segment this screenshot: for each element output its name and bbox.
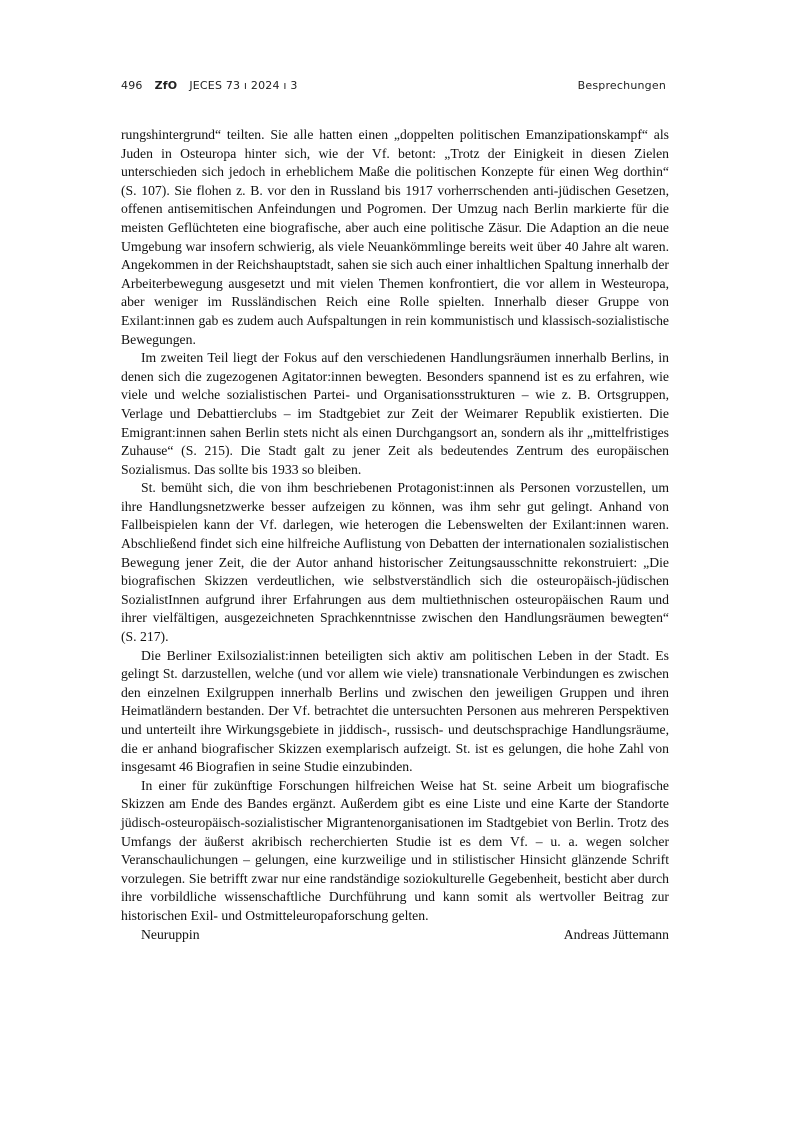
signoff-place: Neuruppin	[141, 926, 200, 942]
paragraph-2: Im zweiten Teil liegt der Fokus auf den verschiedenen Handlungsräumen innerhalb Berlins, in denen sich die zugezogenen Agitator:innen bewegten. Besonders spannend ist es zu erfahren, wie viele und welche sozialistischen Partei- und Organisationsstrukturen – wie z. B. Ortsgruppen, Verlage und Debattierclubs – im Stadtgebiet zur Zeit der Weimarer Republik existierten. Die Emigrant:innen sahen Berlin stets nicht als einen Durchgangsort an, sondern als ihr „mittelfristiges Zuhause“ (S. 215). Die Stadt galt zu jener Zeit als bedeutendes Zentrum des europäischen Sozialismus. Das sollte bis 1933 so bleiben.	[121, 350, 669, 477]
section-title: Besprechungen	[577, 78, 666, 92]
running-head-left	[121, 79, 298, 92]
paragraph-5: In einer für zukünftige Forschungen hilfreichen Weise hat St. seine Arbeit um biografische Skizzen am Ende des Bandes ergänzt. Außerdem gibt es eine Liste und eine Karte der Standorte jüdisch-osteuropäisch-sozialistischer Migrantenorganisationen im Stadtgebiet von Berlin. Trotz des Umfangs der äußerst akribisch recherchierten Studie ist es dem Vf. – u. a. wegen solcher Veranschaulichungen – gelungen, eine kurzweilige und in stilistischer Hinsicht glänzende Schrift vorzulegen. Sie betrifft zwar nur eine randständige soziokulturelle Gegebenheit, besticht aber durch ihre vorbildliche wissenschaftliche Durchführung und kann somit als wertvoller Beitrag zur historischen Exil- und Ostmitteleuropaforschung gelten.	[121, 777, 669, 923]
running-head	[121, 75, 666, 95]
review-body	[121, 126, 669, 944]
signoff	[121, 926, 669, 945]
paragraph-1: rungshintergrund“ teilten. Sie alle hatten einen „doppelten politischen Emanzipationskampf“ als Juden in Osteuropa hinter sich, wie der Vf. betont: „Trotz der Einigkeit in diesen Zielen unterschieden sich jedoch in erheblichem Maße die politischen Konzepte für einen Weg dorthin“ (S. 107). Sie flohen z. B. vor den in Russland bis 1917 vorherrschenden anti-jüdischen Gesetzen, offenen antisemitischen Anfeindungen und Pogromen. Der Umzug nach Berlin markierte für die meisten Geflüchteten eine biografische, aber auch eine politische Zäsur. Die Adaption an die neue Umgebung war insofern schwierig, als viele Neuankömmlinge bereits weit über 40 Jahre alt waren. Angekommen in der Reichshauptstadt, sahen sie sich auch einer inhaltlichen Spaltung innerhalb der Arbeiterbewegung ausgesetzt und mit vielen Themen konfrontiert, die vor allem in Westeuropa, aber weniger im Russländischen Reich eine Rolle spielten. Innerhalb dieser Gruppe von Exilant:innen gab es zudem auch Aufspaltungen in rein kommunistisch und klassisch-sozialistische Bewegungen.	[121, 127, 669, 347]
signoff-author: Andreas Jüttemann	[563, 926, 669, 942]
paragraph-3: St. bemüht sich, die von ihm beschriebenen Protagonist:innen als Personen vorzustellen, um ihre Handlungsnetzwerke besser aufzeigen zu können, was ihm sehr gut gelingt. Anhand von Fallbeispielen kann der Vf. darlegen, wie heterogen die Lebenswelten der Exilant:innen waren. Abschließend findet sich eine hilfreiche Auflistung von Debatten der internationalen sozialistischen Bewegung jener Zeit, die der Autor anhand historischer Zeitungsausschnitte rekonstruiert: „Die biografischen Skizzen verdeutlichen, wie selbstverständlich sich die osteuropäisch-jüdischen SozialistInnen aufgrund ihrer Erfahrungen aus dem multiethnischen osteuropäischen Raum und ihrer vielfältigen, ausgezeichneten Sprachkenntnisse zwischen den Handlungsräumen bewegten“ (S. 217).	[121, 480, 669, 645]
journal-name: ZfO	[154, 78, 178, 92]
paragraph-4: Die Berliner Exilsozialist:innen beteiligten sich aktiv am politischen Leben in der Stadt. Es gelingt St. darzustellen, welche (und vor allem wie viele) transnationale Verbindungen es zwischen den einzelnen Exilgruppen innerhalb Berlins und zwischen den jeweiligen Gruppen und ihren Heimatländern bestanden. Der Vf. betrachtet die untersuchten Personen aus mehreren Perspektiven und unterteilt ihre Wirkungsgebiete in jiddisch-, russisch- und deutschsprachige Handlungsräume, die er anhand biografischer Skizzen exemplarisch aufzeigt. St. ist es gelungen, die hohe Zahl von insgesamt 46 Biografien in seine Studie einzubinden.	[121, 647, 669, 775]
page-number: 496	[121, 78, 143, 92]
journal-issue: JECES 73 ı 2024 ı 3	[189, 78, 298, 92]
